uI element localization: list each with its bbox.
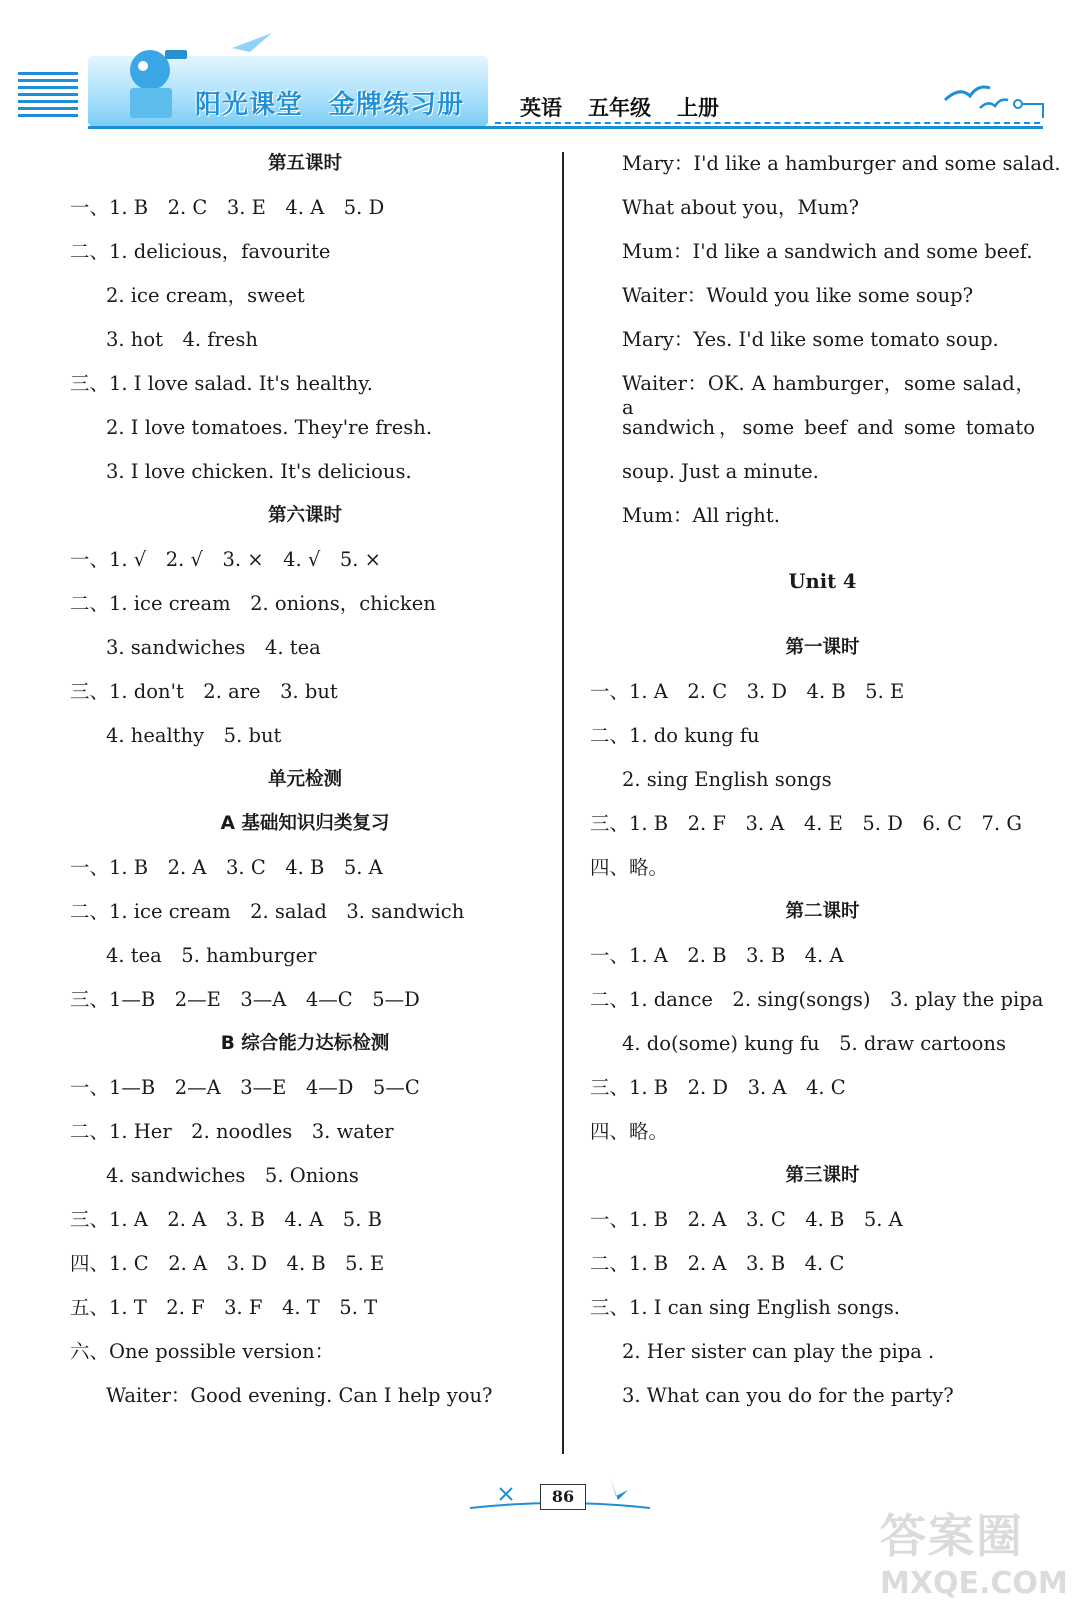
answer-line: 二、1. B 2. A 3. B 4. C [590, 1252, 845, 1275]
answer-line: 一、1. B 2. C 3. E 4. A 5. D [70, 196, 385, 219]
section-heading: 第三课时 [785, 1165, 860, 1186]
answer-line: sandwich，some beef and some tomato [622, 416, 1035, 439]
subject-line [520, 92, 745, 122]
answer-line: 一、1. B 2. A 3. C 4. B 5. A [70, 856, 383, 879]
section-heading: 第五课时 [267, 153, 342, 174]
mascot-icon [110, 40, 200, 120]
section-heading: 第二课时 [785, 901, 860, 922]
birds-icon [940, 78, 1045, 122]
answer-line: 三、1. A 2. A 3. B 4. A 5. B [70, 1208, 382, 1231]
section-heading: A 基础知识归类复习 [220, 813, 390, 834]
answer-line: 3. I love chicken. It's delicious. [106, 460, 412, 483]
answer-line: 3. What can you do for the party? [622, 1384, 954, 1407]
answer-line: 三、1. I love salad. It's healthy. [70, 372, 373, 395]
answer-line: Mum：I'd like a sandwich and some beef. [622, 240, 1033, 263]
answer-line: 二、1. delicious，favourite [70, 240, 331, 263]
answer-line: Mary：Yes. I'd like some tomato soup. [622, 328, 999, 351]
answer-line: 六、One possible version： [70, 1340, 335, 1363]
answer-line: 3. hot 4. fresh [106, 328, 258, 351]
answer-line: Waiter：OK. A hamburger，some salad，a [622, 372, 1035, 419]
answer-line: 二、1. do kung fu [590, 724, 760, 747]
answer-line: Waiter：Good evening. Can I help you? [106, 1384, 493, 1407]
answer-line: 一、1. B 2. A 3. C 4. B 5. A [590, 1208, 903, 1231]
answer-line: 4. healthy 5. but [106, 724, 282, 747]
answer-line: 4. sandwiches 5. Onions [106, 1164, 359, 1187]
answer-line: 一、1. A 2. B 3. B 4. A [590, 944, 844, 967]
page-number: 86 [540, 1484, 586, 1510]
answer-line: 二、1. dance 2. sing(songs) 3. play the pipa [590, 988, 1044, 1011]
answer-line: 四、略。 [590, 856, 669, 879]
answer-line: 三、1. B 2. F 3. A 4. E 5. D 6. C 7. G [590, 812, 1022, 835]
answer-line: 2. I love tomatoes. They're fresh. [106, 416, 433, 439]
answer-line: 三、1. B 2. D 3. A 4. C [590, 1076, 846, 1099]
volume-label: 上册 [677, 96, 719, 120]
series-title [195, 84, 490, 121]
answer-line: 三、1. don't 2. are 3. but [70, 680, 338, 703]
answer-line: 二、1. ice cream 2. salad 3. sandwich [70, 900, 465, 923]
section-heading: 第一课时 [785, 637, 860, 658]
answer-line: 二、1. ice cream 2. onions，chicken [70, 592, 436, 615]
answer-line: 四、1. C 2. A 3. D 4. B 5. E [70, 1252, 385, 1275]
answer-line: Mum：All right. [622, 504, 780, 527]
answer-line: Mary：I'd like a hamburger and some salad. [622, 152, 1061, 175]
answer-line: 五、1. T 2. F 3. F 4. T 5. T [70, 1296, 378, 1319]
section-heading: Unit 4 [788, 570, 857, 593]
header-stripes [18, 72, 78, 128]
answer-line: 一、1. A 2. C 3. D 4. B 5. E [590, 680, 905, 703]
page-header [0, 0, 1087, 140]
watermark-en: MXQE.COM [880, 1566, 1068, 1601]
answer-line: 一、1—B 2—A 3—E 4—D 5—C [70, 1076, 420, 1099]
answer-line: 2. sing English songs [622, 768, 832, 791]
answer-line: Waiter：Would you like some soup? [622, 284, 974, 307]
answer-line: soup. Just a minute. [622, 460, 819, 483]
section-heading: 单元检测 [267, 769, 342, 790]
column-divider [562, 152, 564, 1454]
watermark-cn: 答案圈 [880, 1509, 1024, 1563]
grade-label: 五年级 [588, 96, 651, 120]
answer-line: 2. Her sister can play the pipa . [622, 1340, 935, 1363]
answer-line: 三、1—B 2—E 3—A 4—C 5—D [70, 988, 420, 1011]
watermark [880, 1500, 1068, 1601]
answer-line: 2. ice cream，sweet [106, 284, 305, 307]
header-dashed-rule [495, 122, 1040, 124]
answer-line: 一、1. √ 2. √ 3. × 4. √ 5. × [70, 548, 381, 571]
answer-line: 3. sandwiches 4. tea [106, 636, 321, 659]
paper-plane-icon [230, 30, 275, 55]
section-heading: B 综合能力达标检测 [220, 1033, 390, 1054]
subject-label: 英语 [520, 96, 562, 120]
section-heading: 第六课时 [267, 505, 342, 526]
answer-line: 三、1. I can sing English songs. [590, 1296, 901, 1319]
answer-line: 四、略。 [590, 1120, 669, 1143]
answer-line: 二、1. Her 2. noodles 3. water [70, 1120, 394, 1143]
header-bar [88, 126, 1043, 129]
answer-line: What about you，Mum? [622, 196, 859, 219]
series-name-a: 阳光课堂 [195, 90, 304, 120]
answer-line: 4. do(some) kung fu 5. draw cartoons [622, 1032, 1006, 1055]
series-name-b: 金牌练习册 [329, 90, 465, 120]
answer-line: 4. tea 5. hamburger [106, 944, 317, 967]
